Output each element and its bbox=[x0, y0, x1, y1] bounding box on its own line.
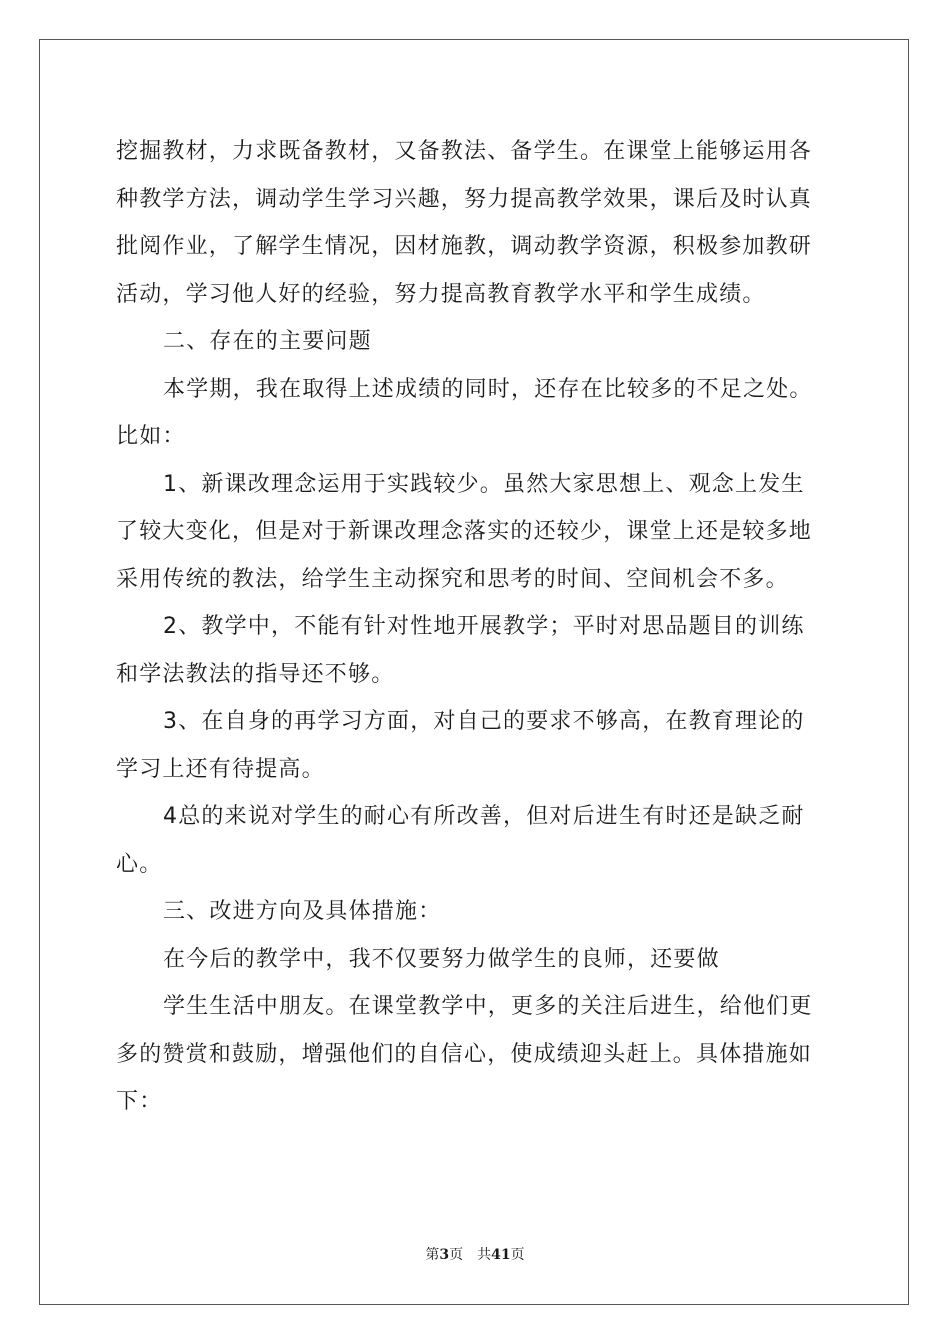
document-body bbox=[116, 128, 836, 1126]
footer-total-number: 41 bbox=[491, 1247, 511, 1263]
paragraph-line: 下： bbox=[116, 1089, 163, 1114]
list-item-line: 心。 bbox=[116, 851, 163, 877]
list-item-line: 和学法教法的指导还不够。 bbox=[116, 661, 395, 687]
footer-total-prefix: 共 bbox=[477, 1247, 492, 1263]
paragraph-line: 挖掘教材，力求既备教材，又备教法、备学生。在课堂上能够运用各 bbox=[116, 139, 813, 164]
section-heading: 二、存在的主要问题 bbox=[163, 329, 372, 354]
list-item-line: 3、在自身的再学习方面，对自己的要求不够高，在教育理论的 bbox=[163, 709, 805, 734]
section-heading: 三、改进方向及具体措施： bbox=[163, 899, 442, 924]
paragraph-line: 本学期，我在取得上述成绩的同时，还存在比较多的不足之处。 bbox=[163, 376, 813, 402]
paragraph-line: 活动，学习他人好的经验，努力提高教育教学水平和学生成绩。 bbox=[116, 281, 766, 307]
paragraph-line: 种教学方法，调动学生学习兴趣，努力提高教学效果，课后及时认真 bbox=[116, 186, 813, 212]
footer-total-suffix: 页 bbox=[510, 1247, 525, 1263]
list-item-line: 采用传统的教法，给学生主动探究和思考的时间、空间机会不多。 bbox=[116, 566, 789, 592]
paragraph-line: 比如： bbox=[116, 424, 186, 449]
paragraph-line: 多的赞赏和鼓励，增强他们的自信心，使成绩迎头赶上。具体措施如 bbox=[116, 1041, 813, 1067]
list-item-line: 4总的来说对学生的耐心有所改善，但对后进生有时还是缺乏耐 bbox=[163, 804, 805, 829]
list-item-line: 1、新课改理念运用于实践较少。虽然大家思想上、观念上发生 bbox=[163, 471, 805, 497]
list-item-line: 学习上还有待提高。 bbox=[116, 756, 325, 782]
list-item-line: 2、教学中，不能有针对性地开展教学；平时对思品题目的训练 bbox=[163, 614, 805, 639]
list-item-line: 了较大变化，但是对于新课改理念落实的还较少，课堂上还是较多地 bbox=[116, 519, 813, 544]
footer-page-prefix: 第 bbox=[425, 1247, 440, 1263]
paragraph-line: 学生生活中朋友。在课堂教学中，更多的关注后进生，给他们更 bbox=[163, 994, 813, 1019]
page-footer bbox=[0, 1244, 950, 1264]
footer-page-suffix: 页 bbox=[449, 1247, 464, 1263]
footer-page-number: 3 bbox=[439, 1247, 450, 1263]
paragraph-line: 批阅作业，了解学生情况，因材施教，调动教学资源，积极参加教研 bbox=[116, 234, 813, 259]
paragraph-line: 在今后的教学中，我不仅要努力做学生的良师，还要做 bbox=[163, 946, 720, 972]
